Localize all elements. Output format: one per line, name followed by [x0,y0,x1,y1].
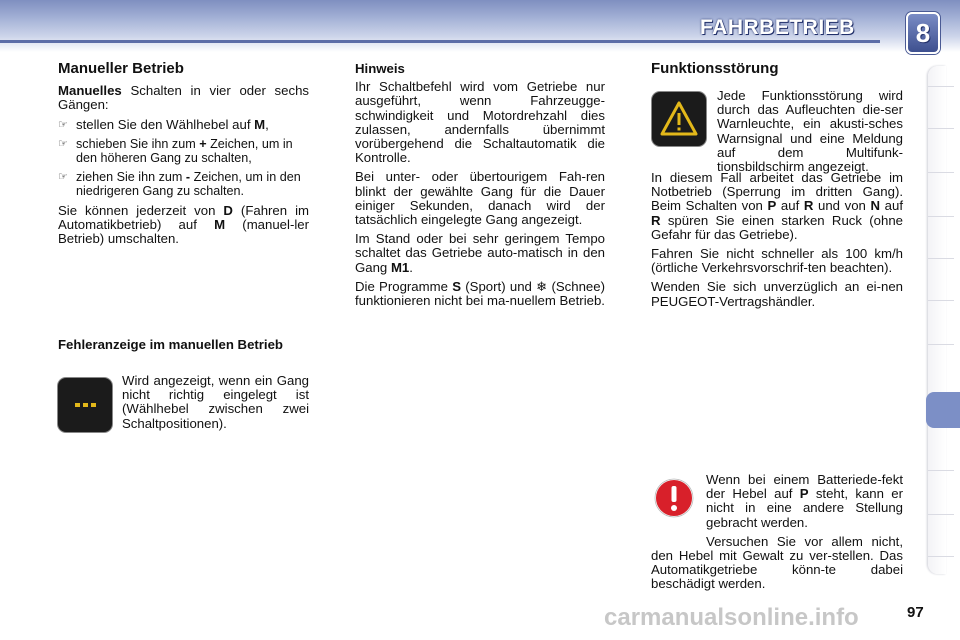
chapter-tab-divider [928,258,954,259]
gear-fault-indicator-icon [58,378,112,432]
chapter-tab-active[interactable] [926,392,960,428]
chapter-number-badge: 8 [906,12,940,54]
pointing-hand-icon: ☞ [58,171,68,184]
list-item: ☞ schieben Sie ihn zum + Zeichen, um in den höheren Gang zu schalten, [58,136,293,166]
chapter-tab-divider [928,344,954,345]
chapter-tab-divider [928,470,954,471]
note-paragraph: Im Stand oder bei sehr geringem Tempo schaltet das Getriebe auto-matisch in den Gang M1. [355,231,605,275]
snowflake-icon: ❄ [536,278,548,294]
chapter-tab-bar [928,66,946,574]
watermark: carmanualsonline.info [604,604,859,631]
page-number: 97 [907,604,924,621]
note-paragraph: Ihr Schaltbefehl wird vom Getriebe nur ausgeführt, wenn Fahrzeugge-schwindigkeit und Motordrehzahl dies zulassen, andernfalls übernimmt vorübergehend die Schaltautomatik die Kontrolle. [355,79,605,166]
section-title-note: Hinweis [355,61,405,76]
pointing-hand-icon: ☞ [58,137,68,150]
battery-paragraph: Wenn bei einem Batteriede-fekt der Hebel auf P steht, kann er nicht in eine andere Stellung gebracht werden. [706,472,903,530]
battery-paragraph: Versuchen Sie vor allem nicht, den Hebel mit Gewalt zu ver-stellen. Das Automatikgetriebe könn-te dabei beschädigt werden. [651,533,903,592]
fault-body [651,171,903,314]
battery-note [651,473,903,597]
chapter-tab-divider [928,172,954,173]
list-item: ☞ ziehen Sie ihn zum - Zeichen, um in den niedrigeren Gang zu schalten. [58,170,301,199]
warning-triangle-icon [652,92,706,146]
left-column [58,62,309,251]
section-title-error: Fehleranzeige im manuellen Betrieb [58,337,283,352]
chapter-tab-divider [928,300,954,301]
chapter-title: FAHRBETRIEB [700,16,855,39]
note-paragraph: Bei unter- oder übertourigem Fah-ren blinkt der gewählte Gang für die Dauer einiger Sekunden, danach wird der tatsächlich eingelegte Gang angezeigt. [355,169,605,228]
fault-paragraph: Fahren Sie nicht schneller als 100 km/h (örtliche Verkehrsvorschrif-ten beachten). [651,246,903,276]
chapter-tab-divider [928,514,954,515]
warning-triangle-glyph [652,92,706,146]
header-rule [0,40,880,43]
error-description: Wird angezeigt, wenn ein Gang nicht richtig eingelegt ist (Wählhebel zwischen zwei Schaltpositionen). [122,373,309,431]
chapter-tab-divider [928,86,954,87]
chapter-tab-divider [928,128,954,129]
dashes-icon [58,378,112,432]
fault-paragraph: In diesem Fall arbeitet das Getriebe im Notbetrieb (Sperrung im dritten Gang). Beim Schalten von P auf R und von N auf R spüren Sie einen starken Ruck (ohne Gefahr für das Getriebe). [651,170,903,242]
chapter-tab-divider [928,556,954,557]
middle-column [355,62,605,313]
note-paragraph: Die Programme S (Sport) und ❄ (Schnee) funktionieren nicht bei ma-nuellem Betrieb. [355,278,605,309]
chapter-tab-divider [928,216,954,217]
warning-description: Jede Funktionsstörung wird durch das Aufleuchten die-ser Warnleuchte, ein akusti-sches Warnsignal und eine Meldung auf dem Multifunk-tionsbildschirm angezeigt. [717,88,903,175]
fault-paragraph: Wenden Sie sich unverzüglich an ei-nen PEUGEOT-Vertragshändler. [651,279,903,309]
pointing-hand-icon: ☞ [58,118,68,131]
mode-switch-text: Sie können jederzeit von D (Fahren im Automatikbetrieb) auf M (manuel-ler Betrieb) umschalten. [58,202,310,247]
manual-intro: Manuelles Schalten in vier oder sechs Gängen: [58,83,309,113]
section-title-fault: Funktionsstörung [651,60,779,77]
list-item: ☞ stellen Sie den Wählhebel auf M, [58,116,269,132]
section-title-manual: Manueller Betrieb [58,60,184,77]
